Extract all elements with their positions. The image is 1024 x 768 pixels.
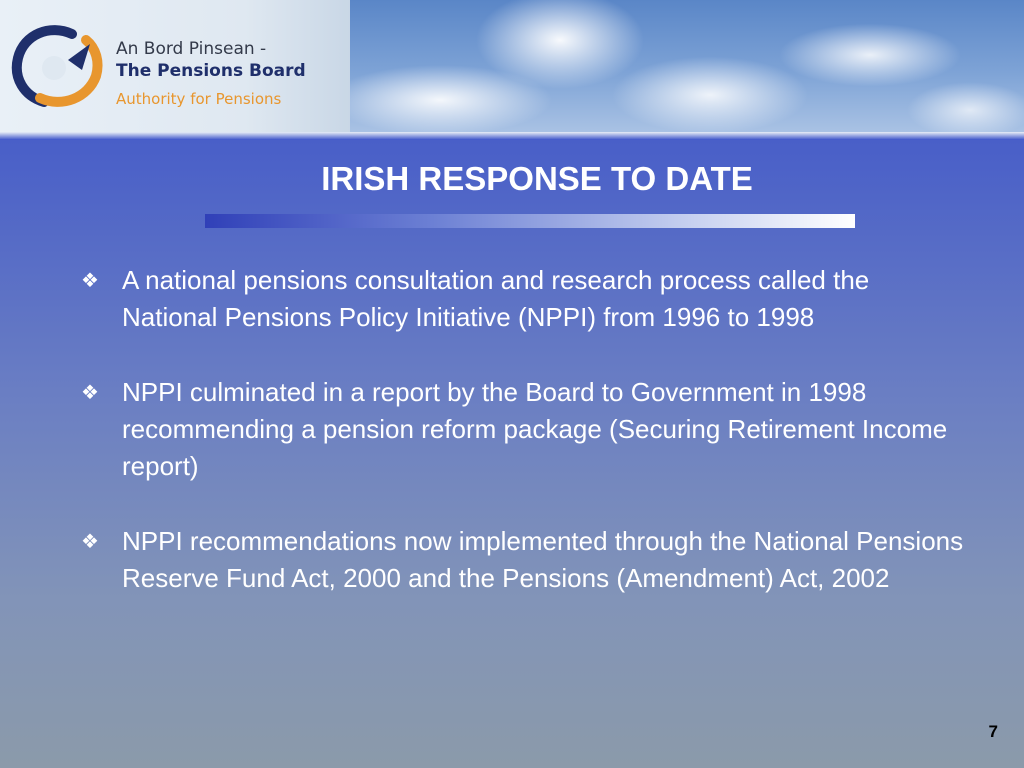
diamond-bullet-icon: ❖ xyxy=(81,529,99,553)
bullet-item xyxy=(70,523,970,597)
bullet-item xyxy=(70,374,970,485)
brand-line-2: The Pensions Board xyxy=(116,61,306,81)
page-number: 7 xyxy=(988,722,998,741)
brand-line-1: An Bord Pinsean - xyxy=(116,39,267,59)
bullet-text: A national pensions consultation and research process called the National Pensions Policy Initiative (NPPI) from 1996 to 1998 xyxy=(122,265,870,332)
slide-title: IRISH RESPONSE TO DATE xyxy=(321,160,753,197)
bullet-text: NPPI culminated in a report by the Board to Government in 1998 recommending a pension reform package (Securing Retirement Income report) xyxy=(122,377,948,481)
logo-panel xyxy=(0,0,350,132)
bullet-list xyxy=(70,262,970,635)
diamond-bullet-icon: ❖ xyxy=(81,268,99,292)
header-sky-image xyxy=(350,0,1024,132)
slide-header xyxy=(0,0,1024,140)
brand-text xyxy=(116,38,306,110)
title-underline-bar xyxy=(205,214,855,228)
bullet-item xyxy=(70,262,970,336)
brand-tagline: Authority for Pensions xyxy=(116,90,282,108)
diamond-bullet-icon: ❖ xyxy=(81,380,99,404)
header-divider xyxy=(0,132,1024,140)
pensions-board-logo-icon xyxy=(10,24,106,108)
bullet-text: NPPI recommendations now implemented through the National Pensions Reserve Fund Act, 2000 and the Pensions (Amendment) Act, 2002 xyxy=(122,526,964,593)
